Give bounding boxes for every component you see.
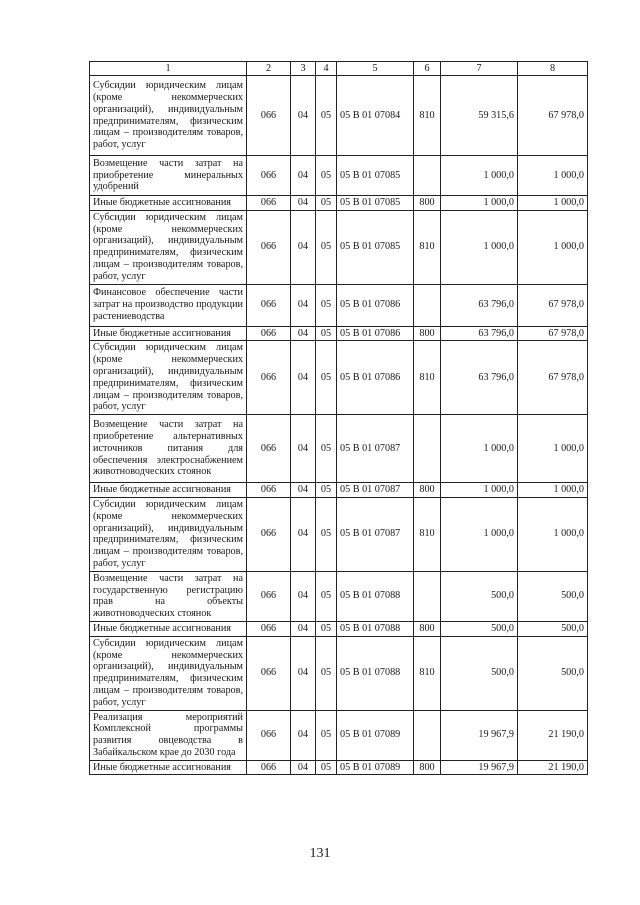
target-article-cell: 05 В 01 07087 xyxy=(337,497,414,571)
expense-type-cell xyxy=(414,284,441,326)
amount-year2-cell: 67 978,0 xyxy=(518,76,588,156)
expense-type-cell xyxy=(414,415,441,483)
column-header-4: 4 xyxy=(316,62,337,76)
amount-year2-cell: 1 000,0 xyxy=(518,196,588,211)
section-code-cell: 04 xyxy=(291,621,316,636)
page-number: 131 xyxy=(309,846,331,861)
subsection-code-cell: 05 xyxy=(316,497,337,571)
subsection-code-cell: 05 xyxy=(316,341,337,415)
subsection-code-cell: 05 xyxy=(316,415,337,483)
expense-type-cell: 810 xyxy=(414,497,441,571)
ministry-code-cell: 066 xyxy=(247,571,291,621)
target-article-cell: 05 В 01 07089 xyxy=(337,710,414,760)
item-name-cell: Возмещение части затрат на приобретение минеральных удобрений xyxy=(90,156,247,196)
amount-year1-cell: 1 000,0 xyxy=(441,156,518,196)
amount-year2-cell: 67 978,0 xyxy=(518,284,588,326)
amount-year1-cell: 63 796,0 xyxy=(441,341,518,415)
target-article-cell: 05 В 01 07089 xyxy=(337,760,414,775)
subsection-code-cell: 05 xyxy=(316,326,337,341)
table-row xyxy=(90,710,588,760)
ministry-code-cell: 066 xyxy=(247,483,291,498)
item-name-cell: Иные бюджетные ассигнования xyxy=(90,483,247,498)
table-body xyxy=(90,76,588,775)
subsection-code-cell: 05 xyxy=(316,483,337,498)
subsection-code-cell: 05 xyxy=(316,636,337,710)
section-code-cell: 04 xyxy=(291,341,316,415)
section-code-cell: 04 xyxy=(291,196,316,211)
subsection-code-cell: 05 xyxy=(316,284,337,326)
target-article-cell: 05 В 01 07084 xyxy=(337,76,414,156)
amount-year2-cell: 500,0 xyxy=(518,571,588,621)
ministry-code-cell: 066 xyxy=(247,710,291,760)
ministry-code-cell: 066 xyxy=(247,621,291,636)
target-article-cell: 05 В 01 07086 xyxy=(337,284,414,326)
column-header-3: 3 xyxy=(291,62,316,76)
header-row xyxy=(90,62,588,76)
subsection-code-cell: 05 xyxy=(316,710,337,760)
expense-type-cell: 800 xyxy=(414,326,441,341)
section-code-cell: 04 xyxy=(291,76,316,156)
amount-year1-cell: 1 000,0 xyxy=(441,483,518,498)
budget-table xyxy=(89,61,588,775)
target-article-cell: 05 В 01 07086 xyxy=(337,326,414,341)
item-name-cell: Иные бюджетные ассигнования xyxy=(90,760,247,775)
amount-year1-cell: 63 796,0 xyxy=(441,326,518,341)
ministry-code-cell: 066 xyxy=(247,636,291,710)
subsection-code-cell: 05 xyxy=(316,571,337,621)
item-name-cell: Субсидии юридическим лицам (кроме некоммерческих организаций), индивидуальным предпринимателям, физическим лицам – производителям товаров, работ, услуг xyxy=(90,210,247,284)
expense-type-cell: 810 xyxy=(414,636,441,710)
section-code-cell: 04 xyxy=(291,636,316,710)
ministry-code-cell: 066 xyxy=(247,497,291,571)
target-article-cell: 05 В 01 07085 xyxy=(337,196,414,211)
amount-year2-cell: 1 000,0 xyxy=(518,483,588,498)
amount-year1-cell: 1 000,0 xyxy=(441,196,518,211)
section-code-cell: 04 xyxy=(291,483,316,498)
expense-type-cell: 810 xyxy=(414,341,441,415)
target-article-cell: 05 В 01 07088 xyxy=(337,571,414,621)
target-article-cell: 05 В 01 07088 xyxy=(337,636,414,710)
ministry-code-cell: 066 xyxy=(247,210,291,284)
item-name-cell: Реализация мероприятий Комплексной программы развития овцеводства в Забайкальском крае до 2030 года xyxy=(90,710,247,760)
item-name-cell: Субсидии юридическим лицам (кроме некоммерческих организаций), индивидуальным предпринимателям, физическим лицам – производителям товаров, работ, услуг xyxy=(90,636,247,710)
subsection-code-cell: 05 xyxy=(316,210,337,284)
amount-year1-cell: 1 000,0 xyxy=(441,497,518,571)
ministry-code-cell: 066 xyxy=(247,76,291,156)
section-code-cell: 04 xyxy=(291,415,316,483)
expense-type-cell: 800 xyxy=(414,760,441,775)
expense-type-cell xyxy=(414,571,441,621)
item-name-cell: Возмещение части затрат на приобретение альтернативных источников питания для обеспечения электроснабжением животноводческих стоянок xyxy=(90,415,247,483)
ministry-code-cell: 066 xyxy=(247,284,291,326)
expense-type-cell: 800 xyxy=(414,196,441,211)
amount-year1-cell: 19 967,9 xyxy=(441,710,518,760)
expense-type-cell xyxy=(414,710,441,760)
column-header-8: 8 xyxy=(518,62,588,76)
item-name-cell: Возмещение части затрат на государственную регистрацию прав на объекты животноводческих стоянок xyxy=(90,571,247,621)
amount-year1-cell: 500,0 xyxy=(441,571,518,621)
table-row xyxy=(90,341,588,415)
amount-year2-cell: 1 000,0 xyxy=(518,156,588,196)
section-code-cell: 04 xyxy=(291,156,316,196)
item-name-cell: Субсидии юридическим лицам (кроме некоммерческих организаций), индивидуальным предпринимателям, физическим лицам – производителям товаров, работ, услуг xyxy=(90,497,247,571)
ministry-code-cell: 066 xyxy=(247,341,291,415)
target-article-cell: 05 В 01 07087 xyxy=(337,483,414,498)
amount-year1-cell: 19 967,9 xyxy=(441,760,518,775)
table-row xyxy=(90,621,588,636)
column-header-7: 7 xyxy=(441,62,518,76)
expense-type-cell xyxy=(414,156,441,196)
subsection-code-cell: 05 xyxy=(316,760,337,775)
amount-year1-cell: 1 000,0 xyxy=(441,415,518,483)
ministry-code-cell: 066 xyxy=(247,326,291,341)
amount-year1-cell: 63 796,0 xyxy=(441,284,518,326)
expense-type-cell: 800 xyxy=(414,621,441,636)
expense-type-cell: 810 xyxy=(414,210,441,284)
table-row xyxy=(90,760,588,775)
item-name-cell: Субсидии юридическим лицам (кроме некоммерческих организаций), индивидуальным предпринимателям, физическим лицам – производителям товаров, работ, услуг xyxy=(90,341,247,415)
ministry-code-cell: 066 xyxy=(247,156,291,196)
target-article-cell: 05 В 01 07085 xyxy=(337,210,414,284)
target-article-cell: 05 В 01 07087 xyxy=(337,415,414,483)
amount-year2-cell: 1 000,0 xyxy=(518,415,588,483)
amount-year2-cell: 67 978,0 xyxy=(518,326,588,341)
section-code-cell: 04 xyxy=(291,571,316,621)
table-row xyxy=(90,571,588,621)
amount-year2-cell: 1 000,0 xyxy=(518,497,588,571)
expense-type-cell: 810 xyxy=(414,76,441,156)
amount-year2-cell: 21 190,0 xyxy=(518,710,588,760)
section-code-cell: 04 xyxy=(291,497,316,571)
ministry-code-cell: 066 xyxy=(247,415,291,483)
item-name-cell: Иные бюджетные ассигнования xyxy=(90,621,247,636)
table-row xyxy=(90,326,588,341)
table-row xyxy=(90,636,588,710)
table-row xyxy=(90,284,588,326)
section-code-cell: 04 xyxy=(291,210,316,284)
item-name-cell: Субсидии юридическим лицам (кроме некоммерческих организаций), индивидуальным предпринимателям, физическим лицам – производителям товаров, работ, услуг xyxy=(90,76,247,156)
table-row xyxy=(90,210,588,284)
column-header-5: 5 xyxy=(337,62,414,76)
table-row xyxy=(90,497,588,571)
section-code-cell: 04 xyxy=(291,326,316,341)
subsection-code-cell: 05 xyxy=(316,156,337,196)
amount-year2-cell: 21 190,0 xyxy=(518,760,588,775)
subsection-code-cell: 05 xyxy=(316,196,337,211)
column-header-6: 6 xyxy=(414,62,441,76)
amount-year1-cell: 59 315,6 xyxy=(441,76,518,156)
column-header-2: 2 xyxy=(247,62,291,76)
target-article-cell: 05 В 01 07085 xyxy=(337,156,414,196)
section-code-cell: 04 xyxy=(291,284,316,326)
section-code-cell: 04 xyxy=(291,760,316,775)
amount-year2-cell: 500,0 xyxy=(518,621,588,636)
target-article-cell: 05 В 01 07088 xyxy=(337,621,414,636)
table-row xyxy=(90,76,588,156)
table-row xyxy=(90,483,588,498)
expense-type-cell: 800 xyxy=(414,483,441,498)
target-article-cell: 05 В 01 07086 xyxy=(337,341,414,415)
column-header-1: 1 xyxy=(90,62,247,76)
subsection-code-cell: 05 xyxy=(316,76,337,156)
item-name-cell: Финансовое обеспечение части затрат на производство продукции растениеводства xyxy=(90,284,247,326)
section-code-cell: 04 xyxy=(291,710,316,760)
ministry-code-cell: 066 xyxy=(247,196,291,211)
table-row xyxy=(90,415,588,483)
amount-year1-cell: 1 000,0 xyxy=(441,210,518,284)
amount-year2-cell: 500,0 xyxy=(518,636,588,710)
amount-year2-cell: 67 978,0 xyxy=(518,341,588,415)
amount-year2-cell: 1 000,0 xyxy=(518,210,588,284)
amount-year1-cell: 500,0 xyxy=(441,636,518,710)
ministry-code-cell: 066 xyxy=(247,760,291,775)
table-row xyxy=(90,156,588,196)
item-name-cell: Иные бюджетные ассигнования xyxy=(90,326,247,341)
table-row xyxy=(90,196,588,211)
item-name-cell: Иные бюджетные ассигнования xyxy=(90,196,247,211)
subsection-code-cell: 05 xyxy=(316,621,337,636)
amount-year1-cell: 500,0 xyxy=(441,621,518,636)
